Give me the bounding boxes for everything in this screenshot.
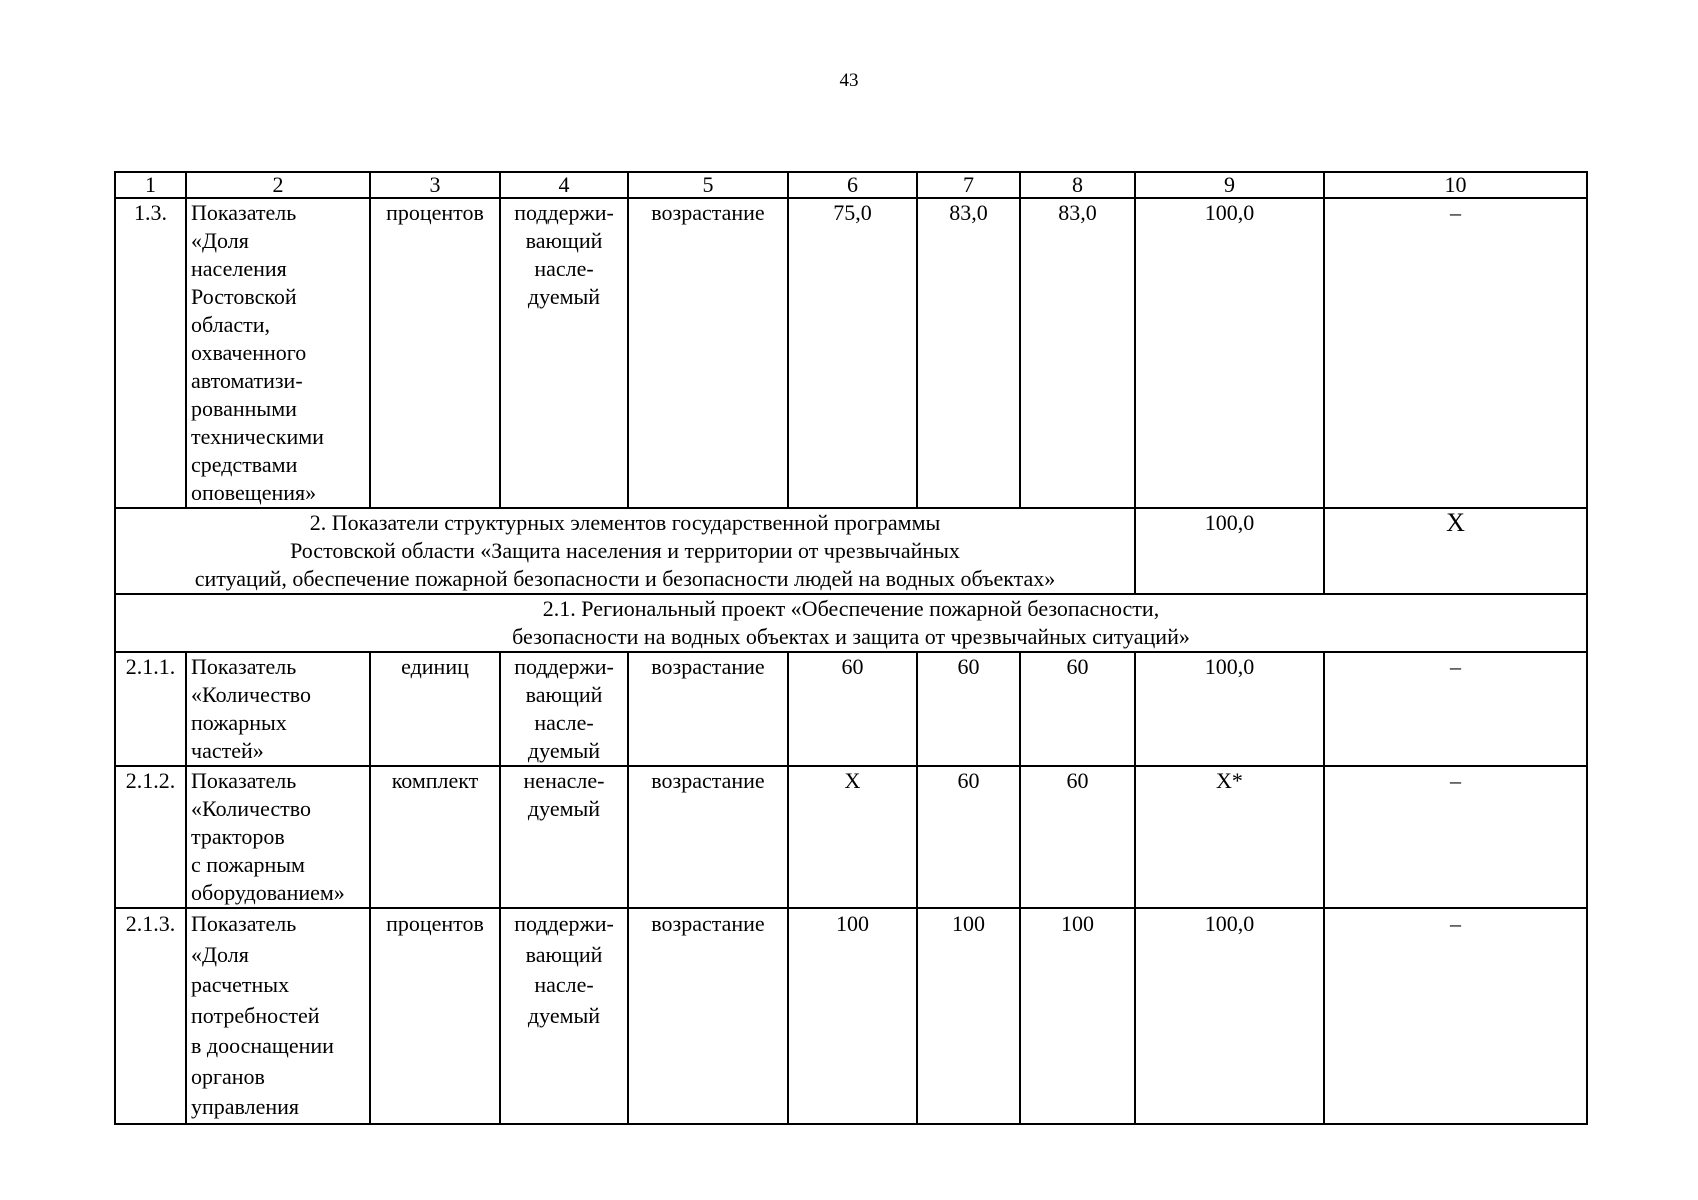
value-cell-10: – — [1324, 908, 1587, 1124]
value-cell-8: 60 — [1020, 652, 1135, 766]
table-row — [115, 652, 1587, 766]
value-cell-10: – — [1324, 766, 1587, 908]
unit-cell: процентов — [370, 198, 500, 508]
value-cell-7: 60 — [917, 652, 1020, 766]
column-number: 5 — [628, 172, 788, 198]
unit-cell: единиц — [370, 652, 500, 766]
column-number: 1 — [115, 172, 186, 198]
section-value-9: 100,0 — [1135, 508, 1324, 594]
value-cell-6: 100 — [788, 908, 917, 1124]
column-number: 7 — [917, 172, 1020, 198]
value-cell-7: 83,0 — [917, 198, 1020, 508]
page-number: 43 — [839, 70, 859, 91]
value-cell-7: 60 — [917, 766, 1020, 908]
section-row — [115, 508, 1587, 594]
value-cell-9: X* — [1135, 766, 1324, 908]
row-number: 1.3. — [115, 198, 186, 508]
trend-cell: возрастание — [628, 766, 788, 908]
value-cell-6: X — [788, 766, 917, 908]
indicator-type-cell: ненасле- дуемый — [500, 766, 628, 908]
trend-cell: возрастание — [628, 908, 788, 1124]
row-number: 2.1.1. — [115, 652, 186, 766]
value-cell-8: 100 — [1020, 908, 1135, 1124]
indicator-name: Показатель «Количество пожарных частей» — [186, 652, 370, 766]
trend-cell: возрастание — [628, 652, 788, 766]
column-number-row — [115, 172, 1587, 198]
value-cell-8: 83,0 — [1020, 198, 1135, 508]
column-number: 3 — [370, 172, 500, 198]
column-number: 6 — [788, 172, 917, 198]
column-number: 8 — [1020, 172, 1135, 198]
indicator-type-cell: поддержи- вающий насле- дуемый — [500, 908, 628, 1124]
section-value-10: X — [1324, 508, 1587, 594]
section-title: 2. Показатели структурных элементов государственной программы Ростовской области «Защита населения и территории от чрезвычайных ситуаций, обеспечение пожарной безопасности и безопасности людей на водных объектах» — [115, 508, 1135, 594]
indicator-name: Показатель «Доля расчетных потребностей в дооснащении органов управления — [186, 908, 370, 1124]
value-cell-10: – — [1324, 652, 1587, 766]
table-row — [115, 766, 1587, 908]
unit-cell: процентов — [370, 908, 500, 1124]
indicator-name: Показатель «Доля населения Ростовской области, охваченного автоматизи- рованными техническими средствами оповещения» — [186, 198, 370, 508]
indicator-type-cell: поддержи- вающий насле- дуемый — [500, 652, 628, 766]
column-number: 2 — [186, 172, 370, 198]
subsection-row — [115, 594, 1587, 652]
value-cell-6: 75,0 — [788, 198, 917, 508]
value-cell-9: 100,0 — [1135, 908, 1324, 1124]
row-number: 2.1.2. — [115, 766, 186, 908]
table-row — [115, 908, 1587, 1124]
value-cell-10: – — [1324, 198, 1587, 508]
value-cell-8: 60 — [1020, 766, 1135, 908]
value-cell-9: 100,0 — [1135, 198, 1324, 508]
column-number: 4 — [500, 172, 628, 198]
indicator-name: Показатель «Количество тракторов с пожарным оборудованием» — [186, 766, 370, 908]
column-number: 9 — [1135, 172, 1324, 198]
subsection-title: 2.1. Региональный проект «Обеспечение пожарной безопасности, безопасности на водных объектах и защита от чрезвычайных ситуаций» — [115, 594, 1587, 652]
indicator-table — [114, 171, 1588, 1125]
value-cell-6: 60 — [788, 652, 917, 766]
table-row — [115, 198, 1587, 508]
column-number: 10 — [1324, 172, 1587, 198]
value-cell-9: 100,0 — [1135, 652, 1324, 766]
indicator-type-cell: поддержи- вающий насле- дуемый — [500, 198, 628, 508]
value-cell-7: 100 — [917, 908, 1020, 1124]
unit-cell: комплект — [370, 766, 500, 908]
trend-cell: возрастание — [628, 198, 788, 508]
row-number: 2.1.3. — [115, 908, 186, 1124]
